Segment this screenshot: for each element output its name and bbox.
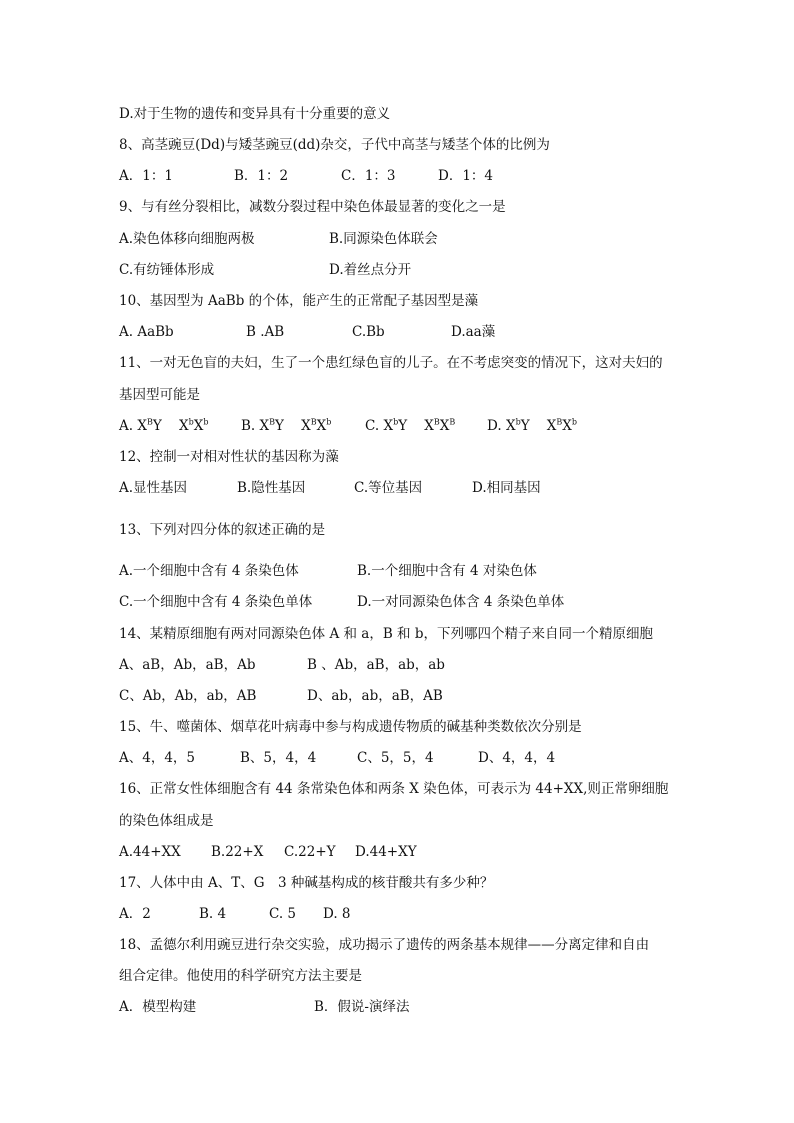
option-c: C.等位基因 (354, 480, 423, 496)
option-d: D、ab，ab，aB，AB (307, 688, 443, 704)
option-b: B.一个细胞中含有 4 对染色体 (357, 563, 537, 579)
option-a: A. $X^BY$ $X^bX^b$ (119, 417, 209, 434)
margin-mark: 藻 (464, 293, 479, 309)
question-17-stem: 17、人体中由 A、T、G 3 种碱基构成的核苷酸共有多少种？ (119, 875, 494, 891)
question-17-options (119, 904, 679, 924)
question-16-stem-line1: 16、正常女性体细胞含有 44 条常染色体和两条 X 染色体，可表示为 44+XX,则正常卵细胞 (119, 781, 669, 797)
option-b: B .AB (246, 324, 285, 340)
question-14-options-row2 (119, 686, 679, 706)
option-a: A.一个细胞中含有 4 条染色体 (119, 563, 299, 579)
option-a: A．2 (119, 906, 151, 922)
option-c: C.一个细胞中含有 4 条染色单体 (119, 594, 313, 610)
question-12-text: 12、控制一对相对性状的基因称为 (119, 449, 326, 465)
option-b: B. 4 (199, 906, 227, 922)
question-14-options-row1 (119, 655, 679, 675)
margin-mark: 藻 (481, 324, 496, 340)
option-a: A、4，4，5 (119, 750, 196, 766)
option-c: C.有纺锤体形成 (119, 262, 215, 278)
option-c: C、5，5，4 (357, 750, 434, 766)
option-a: A.染色体移向细胞两极 (119, 231, 255, 247)
question-9-stem: 9、与有丝分裂相比，减数分裂过程中染色体最显著的变化之一是 (119, 199, 506, 215)
option-c: C、Ab，Ab，ab，AB (119, 688, 257, 704)
question-11-stem-line2: 基因型可能是 (119, 387, 200, 403)
question-10-options (119, 322, 679, 342)
question-16-options (119, 842, 679, 862)
option-d: D. 8 (323, 906, 351, 922)
option-d: D.相同基因 (472, 480, 541, 496)
option-d: D.44+XY (355, 844, 417, 860)
option-a: A．模型构建 (119, 999, 197, 1015)
question-14-stem: 14、某精原细胞有两对同源染色体 A 和 a，B 和 b，下列哪四个精子来自同一个精原细胞 (119, 626, 653, 642)
option-a: A、aB，Ab，aB，Ab (119, 657, 256, 673)
question-18-options (119, 997, 679, 1017)
question-13-options-row2 (119, 592, 679, 612)
question-18-stem-line2: 组合定律。他使用的科学研究方法主要是 (119, 968, 362, 984)
option-a: A.显性基因 (119, 480, 188, 496)
option-c: C.Bb (352, 324, 385, 340)
question-18-stem-line1: 18、孟德尔利用豌豆进行杂交实验，成功揭示了遗传的两条基本规律——分离定律和自由 (119, 937, 650, 953)
option-a: A. AaBb (119, 324, 174, 340)
option-d: D.一对同源染色体含 4 条染色单体 (357, 594, 565, 610)
question-8-options (119, 166, 679, 186)
question-15-stem: 15、牛、噬菌体、烟草花叶病毒中参与构成遗传物质的碱基种类数依次分别是 (119, 719, 582, 735)
margin-mark: 藻 (325, 449, 339, 465)
question-16-stem-line2: 的染色体组成是 (119, 813, 214, 829)
question-12-options (119, 478, 679, 498)
option-c: C. 5 (269, 906, 297, 922)
question-15-options (119, 748, 679, 768)
question-13-options-row1 (119, 561, 679, 581)
question-9-options-row1 (119, 229, 679, 249)
question-10-stem (119, 291, 478, 311)
option-b: B．1：2 (234, 168, 289, 184)
question-13-stem: 13、下列对四分体的叙述正确的是 (119, 522, 326, 538)
option-c: C.22+Y (284, 844, 336, 860)
question-11-stem-line1: 11、一对无色盲的夫妇，生了一个患红绿色盲的儿子。在不考虑突变的情况下，这对夫妇的 (119, 355, 663, 371)
option-b: B.隐性基因 (237, 480, 306, 496)
question-12-stem (119, 447, 339, 467)
option-a: A．1：1 (119, 168, 173, 184)
option-c: C．1：3 (341, 168, 396, 184)
option-b: B.22+X (211, 844, 264, 860)
option-d: D．1：4 (438, 168, 494, 184)
question-8-stem: 8、高茎豌豆(Dd)与矮茎豌豆(dd)杂交，子代中高茎与矮茎个体的比例为 (119, 137, 550, 153)
question-11-options (119, 416, 679, 436)
option-b: B．假说-演绎法 (314, 999, 410, 1015)
question-10-text: 10、基因型为 AaBb 的个体，能产生的正常配子基因型是 (119, 293, 465, 309)
option-b: B. $X^BY$ $X^BX^b$ (241, 417, 332, 434)
question-9-options-row2 (119, 260, 679, 280)
option-b: B、5，4，4 (240, 750, 317, 766)
question-7-option-d: D.对于生物的遗传和变异具有十分重要的意义 (119, 106, 391, 122)
option-d: D. $X^bY$ $X^BX^b$ (487, 417, 578, 434)
option-d: D.aa藻 (451, 324, 496, 340)
option-d: D.着丝点分开 (329, 262, 412, 278)
option-c: C. $X^bY$ $X^BX^B$ (365, 417, 456, 434)
option-b: B 、Ab，aB，ab，ab (307, 657, 445, 673)
option-b: B.同源染色体联会 (329, 231, 438, 247)
option-d: D、4，4，4 (478, 750, 556, 766)
option-a: A.44+XX (119, 844, 181, 860)
